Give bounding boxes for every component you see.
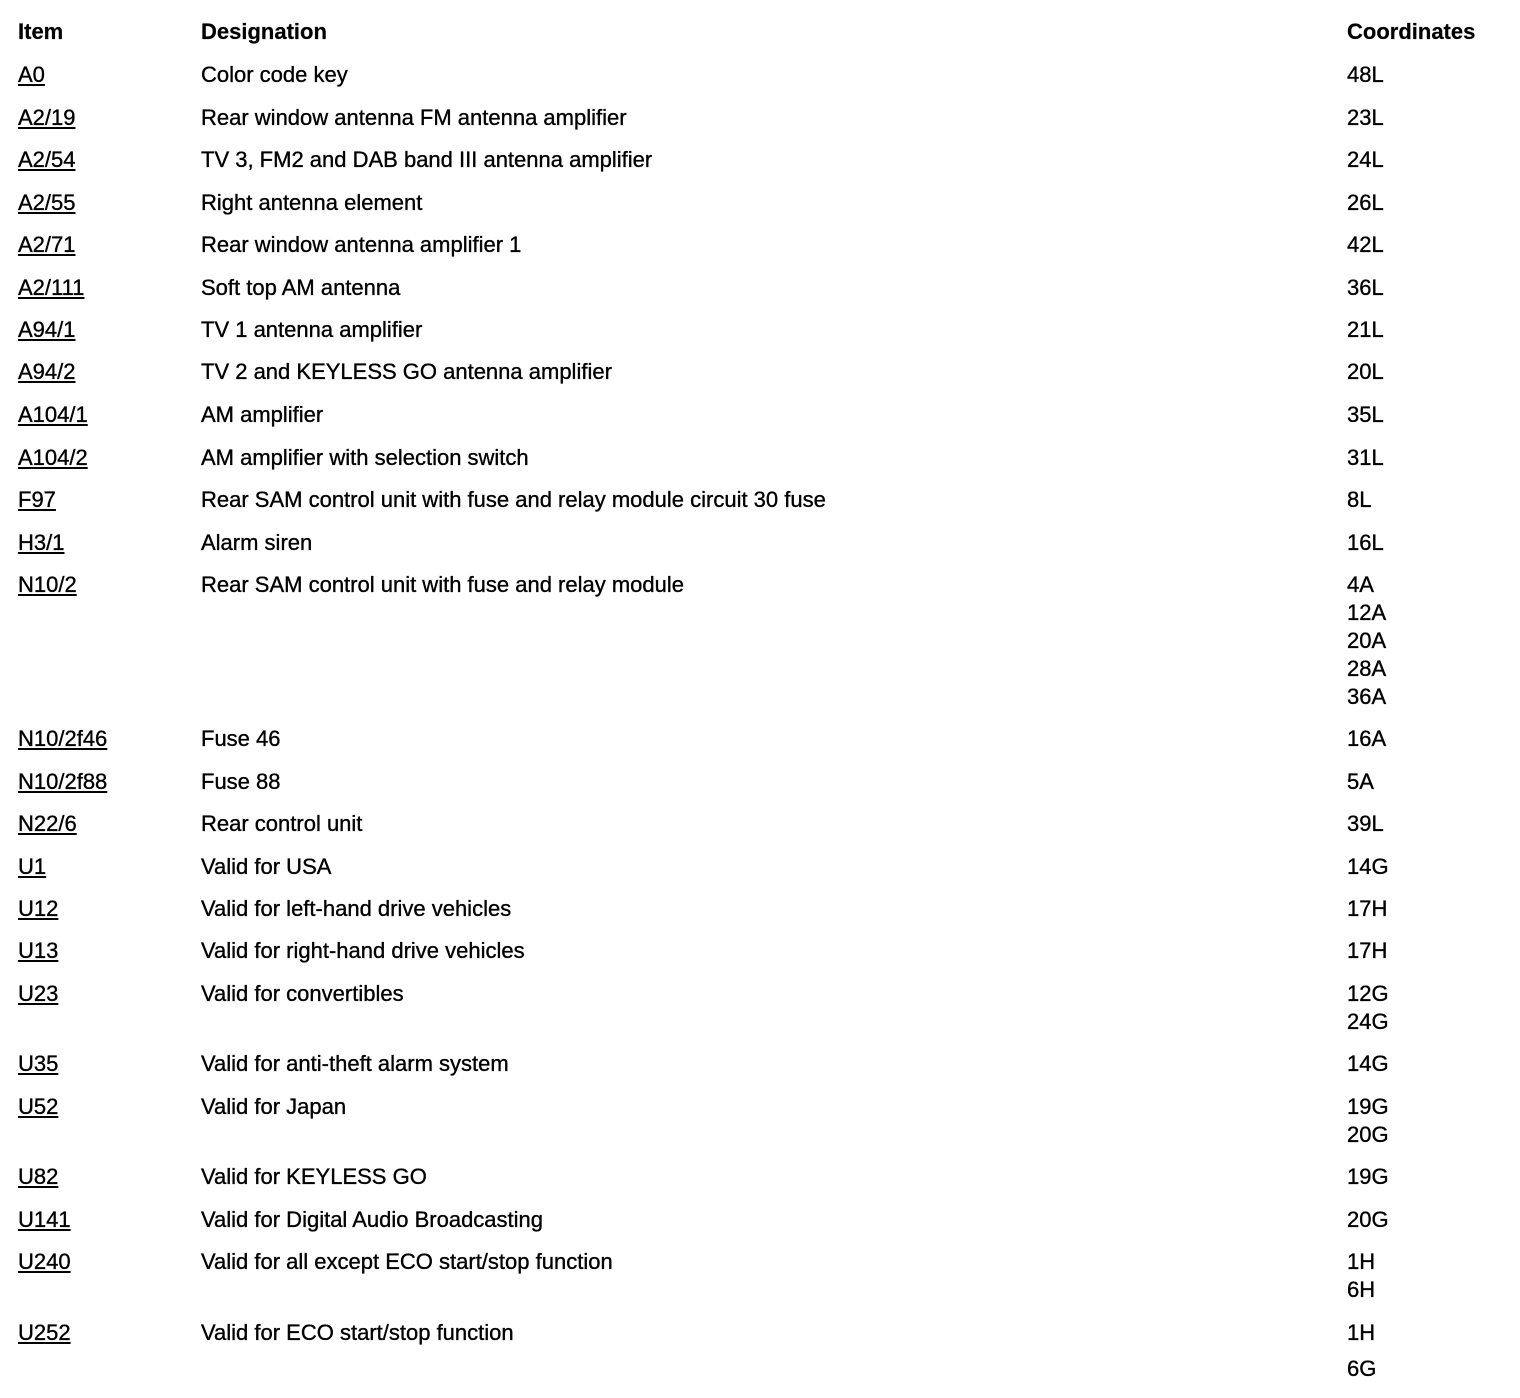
item-link[interactable]: N10/2f46: [18, 726, 108, 751]
table-row: [0, 486, 1520, 514]
coordinate-value: 36L: [1347, 275, 1384, 300]
designation-cell: TV 1 antenna amplifier: [201, 317, 423, 342]
table-row: [0, 358, 1520, 386]
coordinates-cell: [1347, 444, 1520, 472]
coordinates-cell: [1347, 725, 1520, 753]
item-link[interactable]: U252: [18, 1320, 71, 1345]
designation-cell: Valid for ECO start/stop function: [201, 1320, 514, 1345]
header-coordinates: Coordinates: [1347, 19, 1476, 44]
coordinate-value: 19G: [1347, 1164, 1389, 1189]
designation-cell: AM amplifier: [201, 402, 324, 427]
table-row: [0, 571, 1520, 711]
item-cell: [0, 1093, 201, 1121]
item-link[interactable]: U23: [18, 981, 59, 1006]
coordinates-cell: [1347, 274, 1520, 302]
coordinate-value: 39L: [1347, 811, 1384, 836]
item-cell: [0, 146, 201, 174]
coordinate-value: 14G: [1347, 854, 1389, 879]
item-link[interactable]: U82: [18, 1164, 59, 1189]
item-link[interactable]: A94/1: [18, 317, 76, 342]
designation-cell: Soft top AM antenna: [201, 275, 401, 300]
designation-cell: Rear control unit: [201, 811, 363, 836]
coordinates-cell: [1347, 529, 1520, 557]
coordinate-value: 8L: [1347, 487, 1372, 512]
coordinates-cell: [1347, 810, 1520, 838]
coordinates-cell: [1347, 61, 1520, 89]
header-designation: Designation: [201, 19, 327, 44]
item-link[interactable]: A2/54: [18, 147, 76, 172]
item-cell: [0, 937, 201, 965]
designation-cell: Valid for all except ECO start/stop function: [201, 1249, 613, 1274]
table-row: [0, 810, 1520, 838]
item-cell: [0, 1206, 201, 1234]
designation-cell: TV 3, FM2 and DAB band III antenna amplifier: [201, 147, 653, 172]
designation-cell: Alarm siren: [201, 530, 313, 555]
table-row: [0, 146, 1520, 174]
coordinates-cell: [1347, 1206, 1520, 1234]
table-row: [0, 104, 1520, 132]
coordinates-cell: [1347, 1248, 1520, 1304]
item-cell: [0, 61, 201, 89]
table-row: [0, 1206, 1520, 1234]
coordinate-value: 31L: [1347, 445, 1384, 470]
item-cell: [0, 1248, 201, 1276]
item-link[interactable]: A2/19: [18, 105, 76, 130]
item-link[interactable]: A0: [18, 62, 45, 87]
table-row: [0, 61, 1520, 89]
coordinate-value: 6G: [1347, 1356, 1377, 1381]
item-link[interactable]: N10/2f88: [18, 769, 108, 794]
designation-cell: Valid for KEYLESS GO: [201, 1164, 427, 1189]
item-cell: [0, 980, 201, 1008]
item-cell: [0, 810, 201, 838]
coordinate-value: 17H: [1347, 938, 1388, 963]
designation-cell: Rear window antenna amplifier 1: [201, 232, 522, 257]
table-row: [0, 189, 1520, 217]
coordinate-value: 6H: [1347, 1277, 1376, 1302]
coordinate-value: 48L: [1347, 62, 1384, 87]
table-row: [0, 937, 1520, 965]
coordinate-value: 19G: [1347, 1094, 1389, 1119]
item-link[interactable]: A104/1: [18, 402, 88, 427]
item-link[interactable]: A2/71: [18, 232, 76, 257]
coordinate-value: 21L: [1347, 317, 1384, 342]
item-link[interactable]: U1: [18, 854, 47, 879]
header-row: [0, 18, 1520, 46]
coordinates-cell: [1347, 571, 1520, 711]
designation-cell: Valid for Japan: [201, 1094, 347, 1119]
designation-cell: Valid for convertibles: [201, 981, 404, 1006]
item-link[interactable]: U35: [18, 1051, 59, 1076]
coordinates-cell: [1347, 937, 1520, 965]
coordinates-cell: [1347, 853, 1520, 881]
table-row: [0, 401, 1520, 429]
table-row: [0, 853, 1520, 881]
coordinate-value: 12G: [1347, 981, 1389, 1006]
table-row: [0, 1319, 1520, 1383]
item-cell: [0, 725, 201, 753]
item-cell: [0, 231, 201, 259]
table-row: [0, 1093, 1520, 1149]
coordinate-value: 17H: [1347, 896, 1388, 921]
table-row: [0, 316, 1520, 344]
item-cell: [0, 316, 201, 344]
item-cell: [0, 853, 201, 881]
coordinates-cell: [1347, 358, 1520, 386]
coordinates-cell: [1347, 401, 1520, 429]
coordinate-value: 23L: [1347, 105, 1384, 130]
item-link[interactable]: A104/2: [18, 445, 88, 470]
designation-cell: Fuse 46: [201, 726, 281, 751]
coordinates-cell: [1347, 316, 1520, 344]
coordinate-value: 24G: [1347, 1009, 1389, 1034]
coordinates-cell: [1347, 1050, 1520, 1078]
coordinates-cell: [1347, 486, 1520, 514]
table-row: [0, 274, 1520, 302]
designation-cell: TV 2 and KEYLESS GO antenna amplifier: [201, 359, 612, 384]
coordinate-value: 1H: [1347, 1249, 1376, 1274]
item-link[interactable]: A2/111: [18, 275, 85, 300]
item-cell: [0, 104, 201, 132]
coordinate-value: 20L: [1347, 359, 1384, 384]
item-cell: [0, 895, 201, 923]
designation-cell: Valid for anti-theft alarm system: [201, 1051, 509, 1076]
table-row: [0, 1248, 1520, 1304]
designation-cell: AM amplifier with selection switch: [201, 445, 529, 470]
coordinate-value: 24L: [1347, 147, 1384, 172]
table-row: [0, 768, 1520, 796]
item-cell: [0, 274, 201, 302]
coordinate-value: 16A: [1347, 726, 1387, 751]
coordinates-cell: [1347, 146, 1520, 174]
item-cell: [0, 768, 201, 796]
item-cell: [0, 529, 201, 557]
coordinate-value: 4A: [1347, 572, 1374, 597]
item-link[interactable]: F97: [18, 487, 56, 512]
designation-cell: Fuse 88: [201, 769, 281, 794]
coordinate-value: 36A: [1347, 684, 1387, 709]
coordinate-value: 1H: [1347, 1320, 1376, 1345]
item-link[interactable]: N22/6: [18, 811, 77, 836]
coordinates-cell: [1347, 1319, 1520, 1383]
table-row: [0, 529, 1520, 557]
item-link[interactable]: H3/1: [18, 530, 65, 555]
coordinates-cell: [1347, 189, 1520, 217]
designation-cell: Rear window antenna FM antenna amplifier: [201, 105, 627, 130]
coordinates-cell: [1347, 768, 1520, 796]
coordinate-value: 20G: [1347, 1122, 1389, 1147]
coordinate-value: 16L: [1347, 530, 1384, 555]
designation-cell: Valid for right-hand drive vehicles: [201, 938, 525, 963]
table-row: [0, 980, 1520, 1036]
item-link[interactable]: U52: [18, 1094, 59, 1119]
designation-cell: Rear SAM control unit with fuse and relay module: [201, 572, 685, 597]
coordinate-value: 14G: [1347, 1051, 1389, 1076]
coordinates-cell: [1347, 104, 1520, 132]
item-cell: [0, 1319, 201, 1347]
item-cell: [0, 1163, 201, 1191]
designation-cell: Valid for Digital Audio Broadcasting: [201, 1207, 544, 1232]
coordinates-cell: [1347, 1163, 1520, 1191]
coordinate-value: 20A: [1347, 628, 1387, 653]
table-row: [0, 1050, 1520, 1078]
item-cell: [0, 1050, 201, 1078]
designation-cell: Valid for USA: [201, 854, 332, 879]
designation-cell: Valid for left-hand drive vehicles: [201, 896, 512, 921]
table-row: [0, 895, 1520, 923]
item-cell: [0, 571, 201, 599]
table-row: [0, 725, 1520, 753]
coordinate-value: 28A: [1347, 656, 1387, 681]
designation-cell: Color code key: [201, 62, 348, 87]
coordinate-value: 20G: [1347, 1207, 1389, 1232]
coordinate-value: 35L: [1347, 402, 1384, 427]
designation-cell: Right antenna element: [201, 190, 423, 215]
item-link[interactable]: U13: [18, 938, 59, 963]
item-link[interactable]: U12: [18, 896, 59, 921]
coordinates-cell: [1347, 980, 1520, 1036]
item-cell: [0, 444, 201, 472]
header-item: Item: [18, 19, 64, 44]
coordinate-value: 5A: [1347, 769, 1374, 794]
item-cell: [0, 189, 201, 217]
designation-cell: Rear SAM control unit with fuse and relay module circuit 30 fuse: [201, 487, 826, 512]
table-row: [0, 231, 1520, 259]
table-row: [0, 444, 1520, 472]
coordinates-cell: [1347, 895, 1520, 923]
item-cell: [0, 401, 201, 429]
item-link[interactable]: A2/55: [18, 190, 76, 215]
item-link[interactable]: U141: [18, 1207, 71, 1232]
coordinates-cell: [1347, 231, 1520, 259]
item-cell: [0, 486, 201, 514]
item-cell: [0, 358, 201, 386]
coordinate-value: 12A: [1347, 600, 1387, 625]
coordinate-value: 42L: [1347, 232, 1384, 257]
item-link[interactable]: N10/2: [18, 572, 77, 597]
coordinates-cell: [1347, 1093, 1520, 1149]
table-row: [0, 1163, 1520, 1191]
item-link[interactable]: U240: [18, 1249, 71, 1274]
item-link[interactable]: A94/2: [18, 359, 76, 384]
coordinate-value: 26L: [1347, 190, 1384, 215]
